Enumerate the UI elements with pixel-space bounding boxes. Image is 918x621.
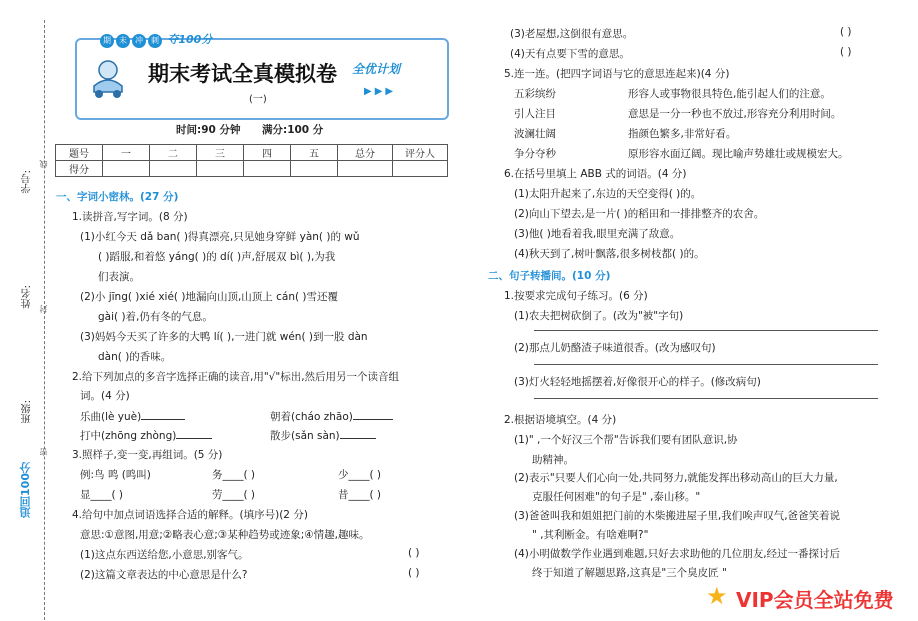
side-logo: 追回100分 bbox=[19, 462, 32, 518]
question-text: (2)表示"只要人们心向一处,共同努力,就能发挥出移动高山的巨大力量, bbox=[514, 472, 838, 484]
answer-blank[interactable] bbox=[353, 408, 393, 420]
question-text: gài( )着,仍有冬的气息。 bbox=[98, 311, 213, 323]
score-table bbox=[55, 144, 448, 177]
question-text: (1)" ,一个好汉三个帮"告诉我们要有团队意识,协 bbox=[514, 434, 738, 446]
match-meaning[interactable]: 意思是一分一秒也不放过,形容充分利用时间。 bbox=[628, 108, 842, 120]
question-text: ( )蹈服,和着悠 yáng( )的 dí( )声,舒展双 bì( ),为我 bbox=[98, 251, 336, 263]
question-text: (1)太阳升起来了,东边的天空变得( )的。 bbox=[514, 188, 702, 200]
question-text: dàn( )的香味。 bbox=[98, 351, 172, 363]
exam-subtitle: (一) bbox=[249, 94, 267, 105]
seal-line-label: 线 bbox=[39, 160, 48, 168]
polyphone-item bbox=[80, 427, 212, 443]
question-text: 昔____( ) bbox=[338, 489, 382, 501]
table-cell: 二 bbox=[150, 145, 197, 161]
question-text: 助精神。 bbox=[532, 454, 574, 466]
class-label: 班级: bbox=[22, 400, 33, 424]
polyphone-text: 乐曲(lè yuè) bbox=[80, 411, 142, 423]
score-input[interactable] bbox=[103, 161, 150, 177]
question-4: 4.给句中加点词语选择合适的解释。(填序号)(2 分) bbox=[72, 509, 308, 521]
polyphone-item bbox=[80, 408, 185, 424]
score-input[interactable] bbox=[291, 161, 338, 177]
table-cell: 总分 bbox=[338, 145, 393, 161]
question-text: 显____( ) bbox=[80, 489, 124, 501]
exam-full-score: 满分:100 分 bbox=[262, 124, 324, 136]
binding-line bbox=[44, 20, 45, 620]
table-cell: 一 bbox=[103, 145, 150, 161]
table-cell: 三 bbox=[197, 145, 244, 161]
section-2-title: 二、句子转播间。(10 分) bbox=[488, 270, 611, 282]
table-cell: 四 bbox=[244, 145, 291, 161]
score-table-row bbox=[56, 145, 448, 161]
table-cell: 五 bbox=[291, 145, 338, 161]
answer-line[interactable] bbox=[534, 330, 878, 331]
example-text: 例:鸟 鸣 (鸣叫) bbox=[80, 469, 151, 481]
table-cell: 得分 bbox=[56, 161, 103, 177]
section-1-title: 一、字词小密林。(27 分) bbox=[56, 191, 179, 203]
question-text: (4)天有点要下雪的意思。 bbox=[510, 48, 630, 60]
answer-line[interactable] bbox=[534, 364, 878, 365]
question-text: (3)老屋想,这倒很有意思。 bbox=[510, 28, 634, 40]
question-text: (3)妈妈今天买了许多的大鸭 lí( ),一进门就 wén( )到一股 dàn bbox=[80, 331, 368, 343]
answer-blank[interactable] bbox=[340, 427, 376, 439]
polyphone-text: 朝着(cháo zhāo) bbox=[270, 411, 353, 423]
question-text: (4)小明做数学作业遇到难题,只好去求助他的几位朋友,经过一番探讨后 bbox=[514, 548, 841, 560]
answer-paren[interactable]: ( ) bbox=[408, 547, 420, 559]
question-text: (1)农夫把树砍倒了。(改为"被"字句) bbox=[514, 310, 684, 322]
exam-time: 时间:90 分钟 bbox=[176, 124, 241, 136]
seal-mi-label: 密 bbox=[39, 448, 48, 456]
exam-title: 期末考试全真模拟卷 bbox=[148, 62, 337, 86]
answer-blank[interactable] bbox=[141, 408, 185, 420]
polyphone-item bbox=[270, 408, 393, 424]
question-text: (3)他( )地看着我,眼里充满了敌意。 bbox=[514, 228, 681, 240]
match-term[interactable]: 争分夺秒 bbox=[514, 148, 556, 160]
question-text: 词。(4 分) bbox=[80, 390, 130, 402]
question-text: (1)这点东西送给您,小意思,别客气。 bbox=[80, 549, 249, 561]
polyphone-text: 打中(zhōng zhòng) bbox=[80, 430, 177, 442]
answer-line[interactable] bbox=[534, 398, 878, 399]
match-term[interactable]: 引人注目 bbox=[514, 108, 556, 120]
question-text: (2)那点儿奶酪渣子味道很香。(改为感叹句) bbox=[514, 342, 716, 354]
banner-tail: 夺100分 bbox=[167, 33, 213, 46]
question-text: (2)小 jīng( )xié xié( )地漏向山顶,山顶上 cán( )雪还覆 bbox=[80, 291, 339, 303]
question-3: 3.照样子,变一变,再组词。(5 分) bbox=[72, 449, 223, 461]
star-icon: ★ bbox=[706, 582, 728, 610]
score-input[interactable] bbox=[393, 161, 448, 177]
answer-paren[interactable]: ( ) bbox=[840, 46, 852, 58]
question-6: 6.在括号里填上 ABB 式的词语。(4 分) bbox=[504, 168, 687, 180]
student-id-label: 学号: bbox=[22, 170, 33, 194]
question-5: 5.连一连。(把四字词语与它的意思连起来)(4 分) bbox=[504, 68, 730, 80]
part-2: 2.根据语境填空。(4 分) bbox=[504, 414, 617, 426]
match-meaning[interactable]: 原形容水面辽阔。现比喻声势雄壮或规模宏大。 bbox=[628, 148, 849, 160]
student-name-label: 姓名: bbox=[22, 285, 33, 309]
question-text: 意思:①意图,用意;②略表心意;③某种趋势或迹象;④情趣,趣味。 bbox=[80, 529, 370, 541]
seal-feng-label: 封 bbox=[39, 305, 48, 313]
question-text: 终于知道了解题思路,这真是"三个臭皮匠 " bbox=[532, 567, 727, 579]
arrow-icons: ▶▶▶ bbox=[364, 86, 397, 97]
question-text: (3)爸爸叫我和姐姐把门前的木柴搬进屋子里,我们唉声叹气,爸爸笑着说 bbox=[514, 510, 841, 522]
mascot-illustration bbox=[86, 56, 130, 100]
question-text: (3)灯火轻轻地摇摆着,好像很开心的样子。(修改病句) bbox=[514, 376, 761, 388]
question-text: 务____( ) bbox=[212, 469, 256, 481]
vip-watermark[interactable]: VIP会员全站免费 bbox=[736, 588, 894, 612]
question-text: (4)秋天到了,树叶飘落,很多树枝都( )的。 bbox=[514, 248, 705, 260]
question-text: 少____( ) bbox=[338, 469, 382, 481]
title-banner bbox=[100, 31, 212, 47]
banner-char: 末 bbox=[116, 34, 130, 48]
score-input[interactable] bbox=[150, 161, 197, 177]
table-cell: 题号 bbox=[56, 145, 103, 161]
answer-paren[interactable]: ( ) bbox=[408, 567, 420, 579]
polyphone-item bbox=[270, 427, 376, 443]
score-input[interactable] bbox=[338, 161, 393, 177]
question-text: (1)小红今天 dǎ ban( )得真漂亮,只见她身穿鲜 yàn( )的 wǔ bbox=[80, 231, 360, 243]
match-term[interactable]: 波澜壮阔 bbox=[514, 128, 556, 140]
banner-char: 刺 bbox=[148, 34, 162, 48]
table-cell: 评分人 bbox=[393, 145, 448, 161]
match-term[interactable]: 五彩缤纷 bbox=[514, 88, 556, 100]
score-table-row bbox=[56, 161, 448, 177]
score-input[interactable] bbox=[197, 161, 244, 177]
match-meaning[interactable]: 形容人或事物很具特色,能引起人们的注意。 bbox=[628, 88, 831, 100]
question-text: 劳____( ) bbox=[212, 489, 256, 501]
match-meaning[interactable]: 指颜色繁多,非常好看。 bbox=[628, 128, 737, 140]
question-text: 克服任何困难"的句子是" ,泰山移。" bbox=[532, 491, 701, 503]
question-text: (2)这篇文章表达的中心意思是什么? bbox=[80, 569, 248, 581]
polyphone-text: 散步(sǎn sàn) bbox=[270, 430, 340, 442]
score-input[interactable] bbox=[244, 161, 291, 177]
answer-paren[interactable]: ( ) bbox=[840, 26, 852, 38]
banner-char: 期 bbox=[100, 34, 114, 48]
question-text: 们表演。 bbox=[98, 271, 140, 283]
banner-char: 冲 bbox=[132, 34, 146, 48]
part-1: 1.按要求完成句子练习。(6 分) bbox=[504, 290, 648, 302]
question-text: " ,其利断金。有啥难啊?" bbox=[532, 529, 649, 541]
brand-tag: 全优计划 bbox=[352, 62, 401, 76]
question-2: 2.给下列加点的多音字选择正确的读音,用"√"标出,然后用另一个读音组 bbox=[72, 371, 400, 383]
question-1: 1.读拼音,写字词。(8 分) bbox=[72, 211, 188, 223]
answer-blank[interactable] bbox=[176, 427, 212, 439]
question-text: (2)向山下望去,是一片( )的稻田和一排排整齐的农舍。 bbox=[514, 208, 765, 220]
